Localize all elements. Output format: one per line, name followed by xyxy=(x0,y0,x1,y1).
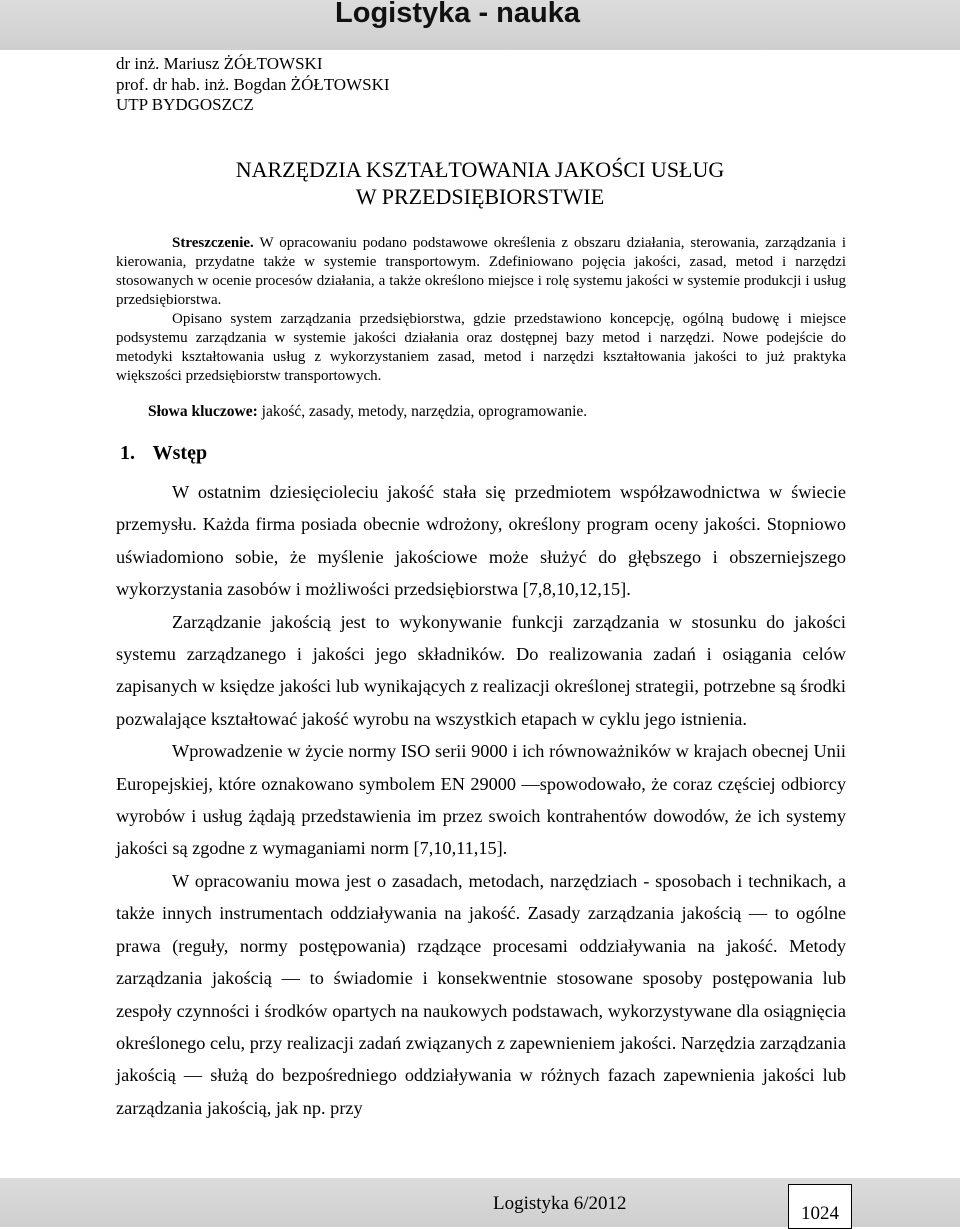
authors-block xyxy=(116,54,390,116)
article-title-line: NARZĘDZIA KSZTAŁTOWANIA JAKOŚCI USŁUG xyxy=(235,157,725,182)
author-line: prof. dr hab. inż. Bogdan ŻÓŁTOWSKI xyxy=(116,74,390,94)
abstract-label: Streszczenie. xyxy=(172,235,254,251)
body-paragraph: Wprowadzenie w życie normy ISO serii 9000 i ich równoważników w krajach obecnej Unii Europejskiej, które oznakowano symbolem EN 29000 —spowodowało, że coraz częściej odbiorcy wyrobów i usług żądają przedstawienia im przez swoich kontrahentów dowodów, że ich systemy jakości są zgodne z wymaganiami norm [7,10,11,15]. xyxy=(116,741,846,859)
keywords-label: Słowa kluczowe: xyxy=(148,403,258,420)
body-text xyxy=(116,476,846,1124)
abstract xyxy=(116,234,846,386)
author-line: dr inż. Mariusz ŻÓŁTOWSKI xyxy=(116,54,323,73)
section-number: 1. xyxy=(120,442,135,464)
page-number-box xyxy=(788,1184,852,1229)
body-paragraph: W ostatnim dziesięcioleciu jakość stała się przedmiotem współzawodnictwa w świecie przemysłu. Każda firma posiada obecnie wdrożony, określony program oceny jakości. Stopniowo uświadomiono sobie, że myślenie jakościowe może służyć do głębszego i obszerniejszego wykorzystania zasobów i możliwości przedsiębiorstwa [7,8,10,12,15]. xyxy=(116,482,846,600)
section-heading xyxy=(120,442,207,465)
article-title-line: W PRZEDSIĘBIORSTWIE xyxy=(355,184,605,209)
keywords xyxy=(148,402,587,422)
section-title: Wstęp xyxy=(152,442,208,464)
footer-journal-issue: Logistyka 6/2012 xyxy=(493,1193,627,1214)
header-band xyxy=(0,0,960,50)
article-title xyxy=(115,156,845,210)
page-number: 1024 xyxy=(801,1203,839,1224)
abstract-text: W opracowaniu podano podstawowe określenia z obszaru działania, sterowania, zarządzania i kierowania, przydatne także w systemie transportowym. Zdefiniowano pojęcia jakości, zasad, metod i narzędzi stosowanych w ocenie procesów działania, a także określono miejsce i rolę systemu jakości w systemie produkcji i usług przedsiębiorstwa. xyxy=(116,235,846,308)
keywords-text: jakość, zasady, metody, narzędzia, oprogramowanie. xyxy=(257,403,588,420)
affiliation-line: UTP BYDGOSZCZ xyxy=(116,95,254,114)
abstract-paragraph xyxy=(116,234,846,310)
body-paragraph: W opracowaniu mowa jest o zasadach, metodach, narzędziach - sposobach i technikach, a także innych instrumentach oddziaływania na jakość. Zasady zarządzania jakością — to ogólne prawa (reguły, normy postępowania) rządzące procesami oddziaływania na jakość. Metody zarządzania jakością — to świadomie i konsekwentnie stosowane sposoby postępowania lub zespoły czynności i środków opartych na naukowych podstawach, wykorzystywane dla osiągnięcia określonego celu, przy realizacji zadań związanych z zapewnieniem jakości. Narzędzia zarządzania jakością — służą do bezpośredniego oddziaływania w różnych fazach zapewnienia jakości lub zarządzania jakością, jak np. przy xyxy=(116,870,846,1118)
body-paragraph: Zarządzanie jakością jest to wykonywanie funkcji zarządzania w stosunku do jakości systemu zarządzanego i jakości jego składników. Do realizowania zadań i osiągania celów zapisanych w księdze jakości lub wynikających z realizacji określonej strategii, potrzebne są środki pozwalające kształtować jakość wyrobu na wszystkich etapach w cyklu jego istnienia. xyxy=(116,611,846,729)
abstract-paragraph: Opisano system zarządzania przedsiębiorstwa, gdzie przedstawiono koncepcję, ogólną budowę i miejsce podsystemu zarządzania w systemie jakości działania oraz dostępnej bazy metod i narzędzi. Nowe podejście do metodyki kształtowania usług z wykorzystaniem zasad, metod i narzędzi kształtowania jakości to już praktyka większości przedsiębiorstw transportowych. xyxy=(116,311,846,384)
journal-title: Logistyka - nauka xyxy=(335,0,580,29)
